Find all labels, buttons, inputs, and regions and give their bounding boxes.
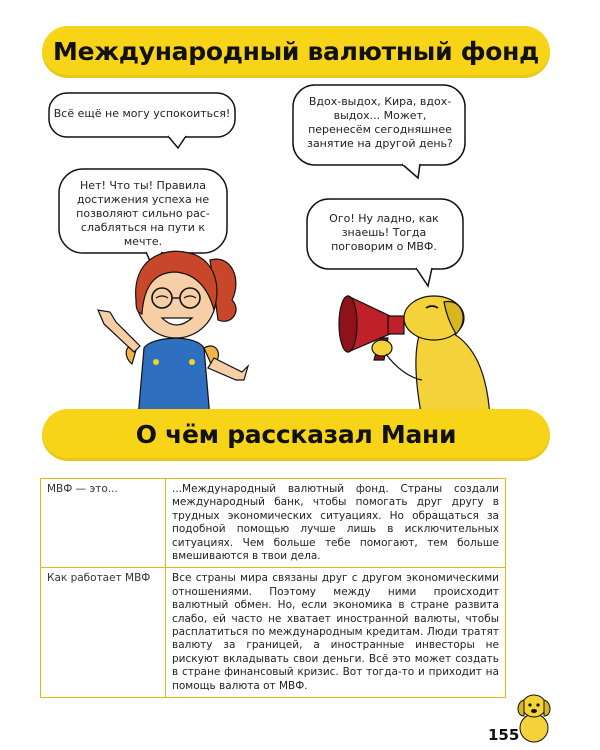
info-table bbox=[40, 478, 506, 698]
section-banner bbox=[42, 409, 550, 461]
table-question-cell: МВФ — это... bbox=[41, 479, 166, 568]
speech-bubble-1 bbox=[48, 92, 238, 150]
page-number: 155 bbox=[488, 726, 520, 744]
bubble-2-text: Вдох-выдох, Кира, вдох-выдох... Может, перенесём сегодняшнее занятие на другой день? bbox=[307, 95, 453, 150]
table-row bbox=[41, 568, 506, 698]
title-banner bbox=[42, 26, 550, 78]
bubble-1-text: Всё ещё не могу успокоиться! bbox=[53, 107, 231, 120]
section-title: О чём рассказал Мани bbox=[135, 420, 457, 449]
page-title: Международный валютный фонд bbox=[53, 37, 539, 66]
girl-illustration bbox=[92, 240, 272, 420]
bubble-3-text: Нет! Что ты! Правила достижения успеха не позволяют сильно расслабляться на пути к мечте. bbox=[76, 179, 210, 248]
table-question-cell: Как работает МВФ bbox=[41, 568, 166, 698]
table-answer-cell: ...Международный валютный фонд. Страны создали международный банк, чтобы помогать друг другу в трудных экономических ситуациях. Но обращаться за подобной помощью лучше лишь в исключительных ситуациях. Чем больше тебе помогают, тем больше вмешиваются в твои дела. bbox=[166, 479, 506, 568]
bubble-4-text: Ого! Ну ладно, как знаешь! Тогда поговорим о МВФ. bbox=[329, 212, 439, 253]
dog-with-megaphone-illustration bbox=[326, 268, 506, 418]
table-answer-cell: Все страны мира связаны друг с другом экономическими отношениями. Поэтому между ними происходит валютный обмен. Но, если экономика в стране развита слабо, ей часто не хватает иностранной валюты, чтобы расплатиться по международным кредитам. Люди тратят валюту за границей, а иностранные инвесторы не рискуют вкладывать свои деньги. Всё это может создать в стране финансовый кризис. Вот тогда-то и приходит на помощь валюта от МВФ. bbox=[166, 568, 506, 698]
table-row bbox=[41, 479, 506, 568]
